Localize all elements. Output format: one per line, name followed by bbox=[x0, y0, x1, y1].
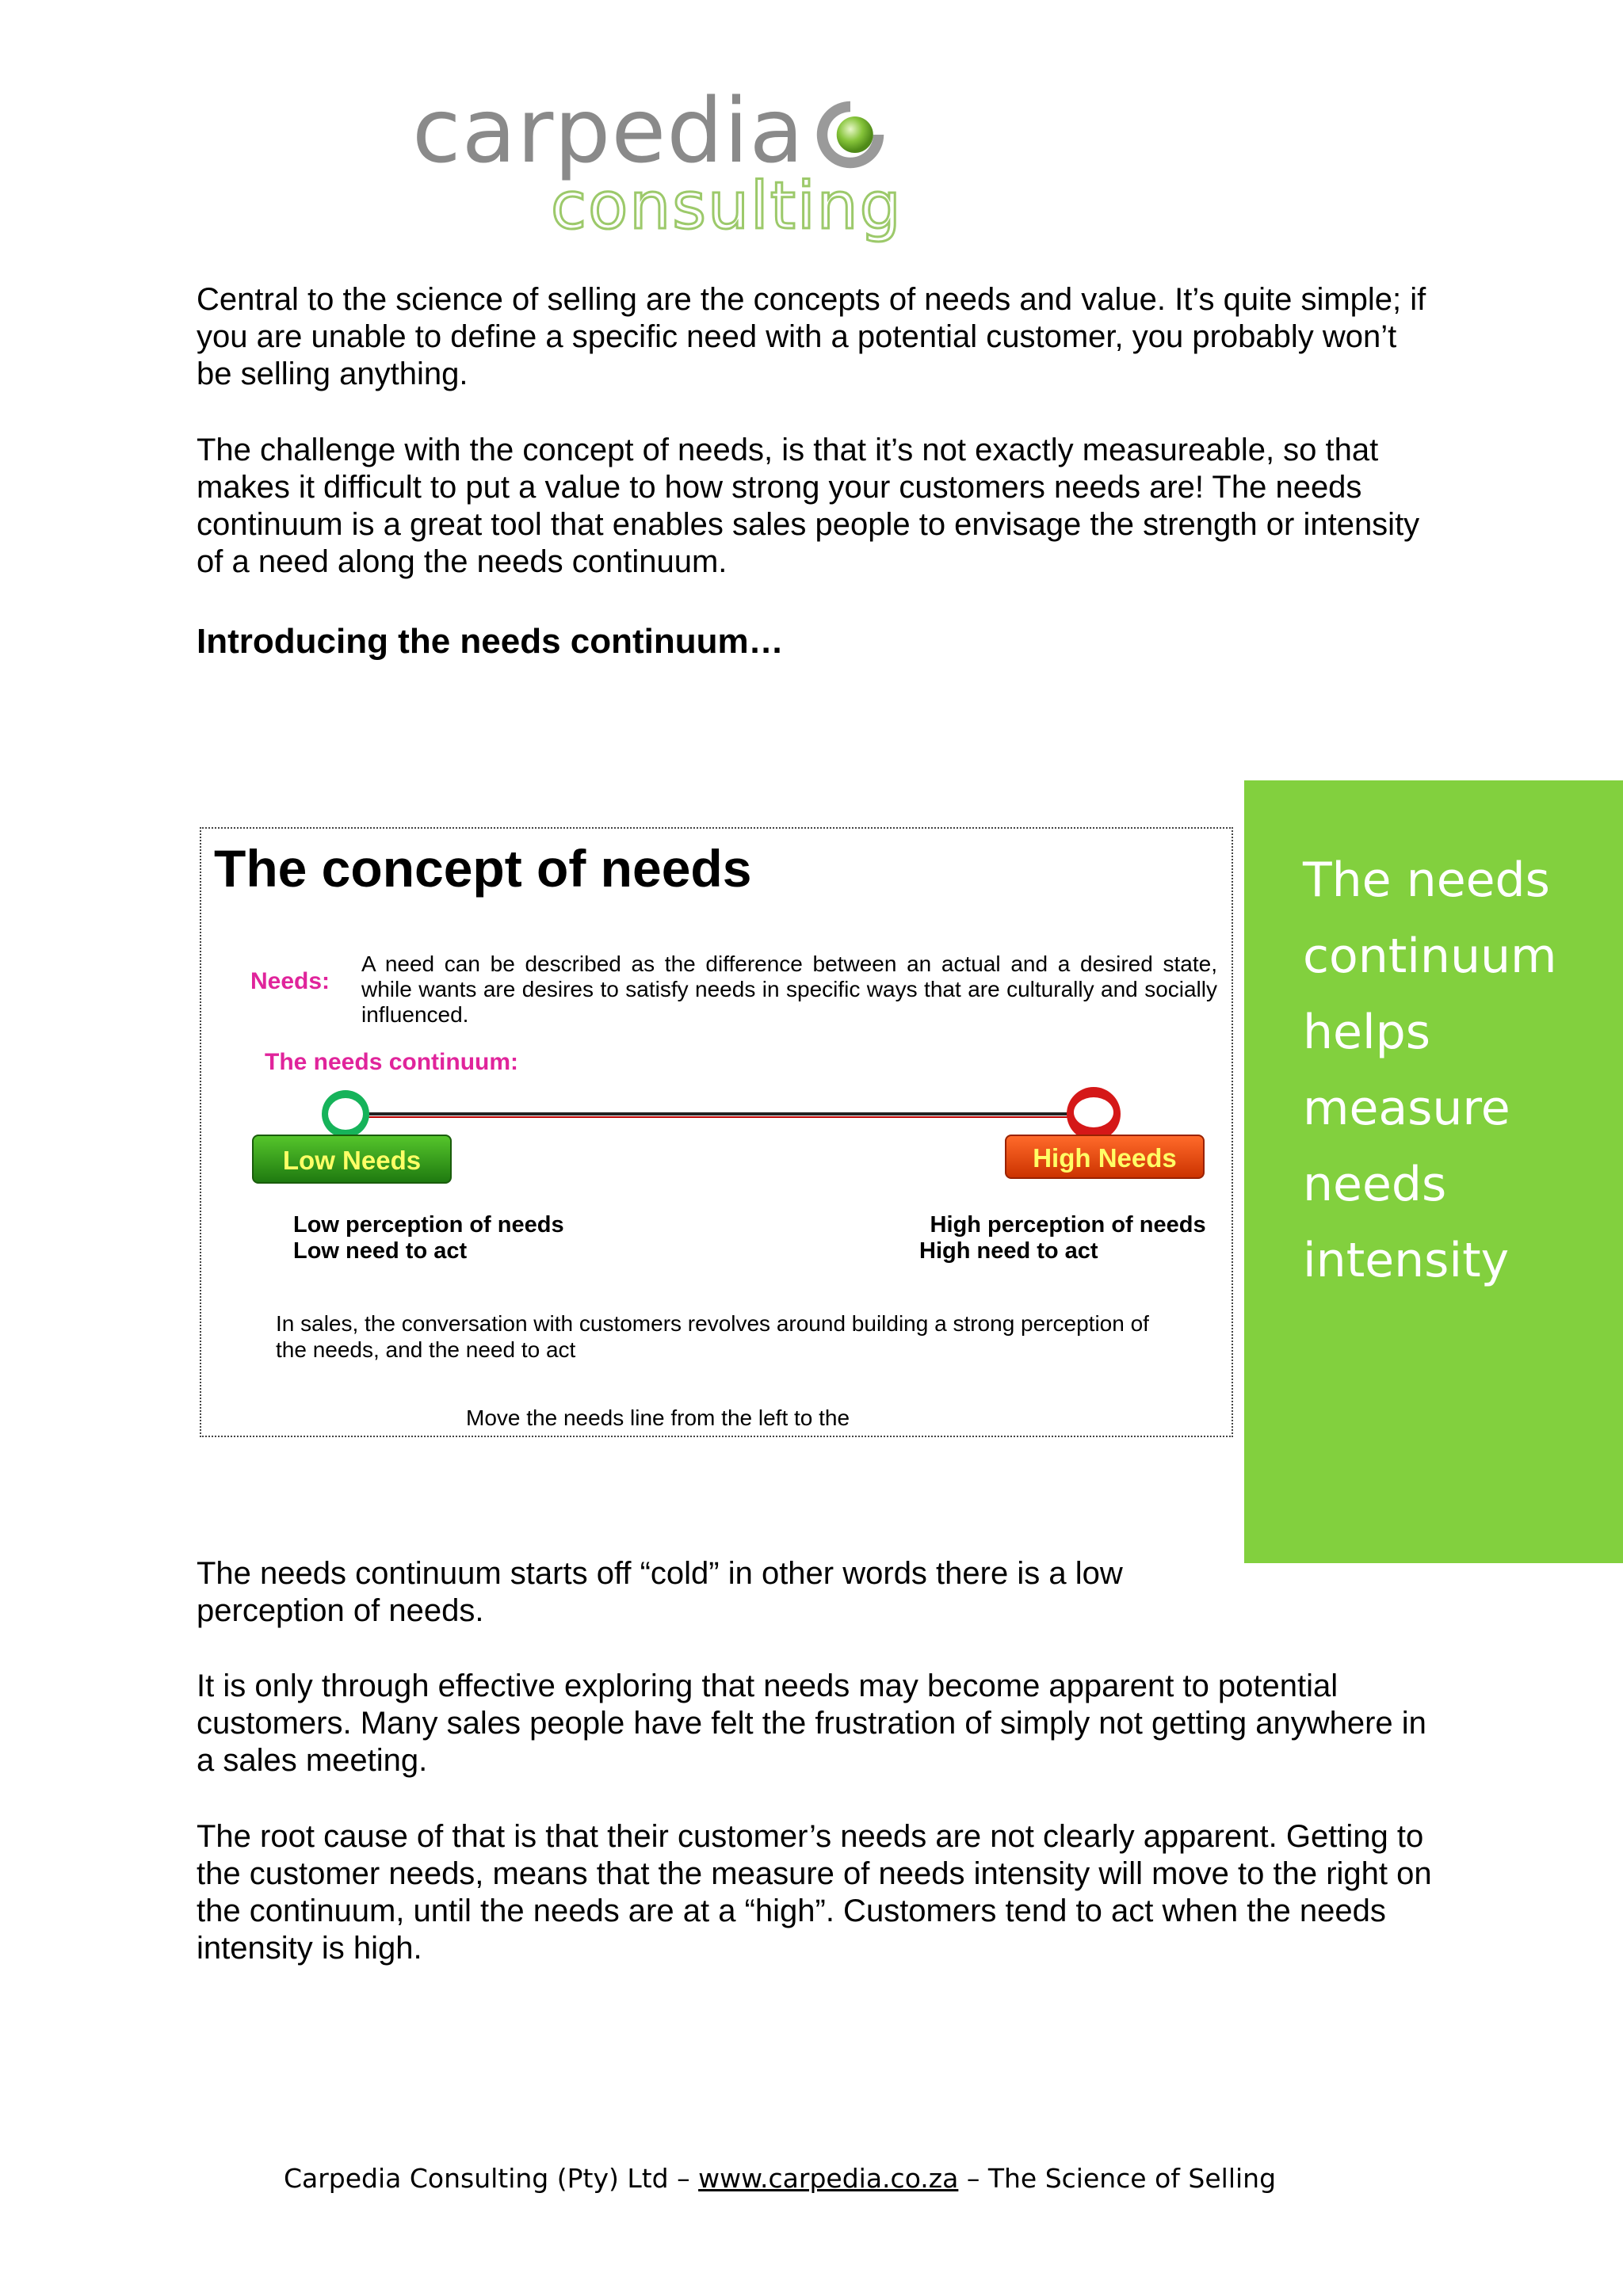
concept-title: The concept of needs bbox=[214, 839, 752, 898]
intro-paragraph-1: Central to the science of selling are the concepts of needs and value. It’s quite simple; if you are unable to define a specific need with a potential customer, you probably won’t be selling anything. bbox=[197, 282, 1426, 391]
high-perception-line-2: High need to act bbox=[919, 1238, 1098, 1264]
sales-conversation-text: In sales, the conversation with customers revolves around building a strong perception of the needs, and the need to act bbox=[276, 1311, 1149, 1362]
move-needs-line-text: Move the needs line from the left to the bbox=[466, 1405, 850, 1430]
callout-text: The needs continuum helps measure needs intensity bbox=[1303, 852, 1557, 1288]
page-footer bbox=[0, 2163, 1560, 2194]
body-paragraph-3: The root cause of that is that their customer’s needs are not clearly apparent. Getting to the customer needs, means that the measure of needs intensity will move to the right on the continuum, until the needs are at a “high”. Customers tend to act when the needs intensity is high. bbox=[197, 1819, 1432, 1966]
green-callout-box bbox=[1244, 780, 1623, 1563]
footer-tagline: – The Science of Selling bbox=[958, 2163, 1277, 2194]
body-paragraph-2: It is only through effective exploring that needs may become apparent to potential customers. Many sales people have felt the frustration of simply not getting anywhere in a sales meeting. bbox=[197, 1669, 1426, 1778]
low-end-marker-icon bbox=[322, 1090, 369, 1138]
low-perception-text bbox=[293, 1212, 564, 1264]
low-perception-line-2: Low need to act bbox=[293, 1238, 468, 1264]
logo-carpedia-text: carpedia bbox=[412, 80, 805, 183]
high-end-marker-icon bbox=[1067, 1087, 1121, 1141]
intro-paragraph-2: The challenge with the concept of needs, is that it’s not exactly measureable, so that makes it difficult to put a value to how strong your customers needs are! The needs continuum is a great tool that enables sales people to envisage the strength or intensity of a need along the needs continuum. bbox=[197, 433, 1420, 579]
company-logo bbox=[412, 80, 903, 254]
high-needs-button[interactable]: High Needs bbox=[1005, 1135, 1205, 1179]
continuum-label: The needs continuum: bbox=[265, 1049, 519, 1075]
needs-label: Needs: bbox=[250, 968, 330, 994]
body-paragraph-1: The needs continuum starts off “cold” in other words there is a low perception of needs. bbox=[197, 1556, 1123, 1628]
high-perception-line-1: High perception of needs bbox=[930, 1212, 1206, 1238]
high-perception-text bbox=[919, 1212, 1206, 1264]
footer-website-link[interactable]: www.carpedia.co.za bbox=[698, 2163, 959, 2194]
low-needs-button[interactable]: Low Needs bbox=[252, 1135, 452, 1184]
concept-of-needs-panel bbox=[200, 827, 1233, 1437]
section-heading: Introducing the needs continuum… bbox=[197, 622, 784, 661]
low-perception-line-1: Low perception of needs bbox=[293, 1212, 564, 1238]
logo-consulting-text: consulting bbox=[551, 169, 903, 244]
logo-sphere-icon bbox=[812, 97, 888, 173]
needs-description: A need can be described as the difference between an actual and a desired state, while wants are desires to satisfy needs in specific ways that are culturally and socially influenced. bbox=[361, 952, 1217, 1027]
footer-company: Carpedia Consulting (Pty) Ltd – bbox=[283, 2163, 699, 2194]
